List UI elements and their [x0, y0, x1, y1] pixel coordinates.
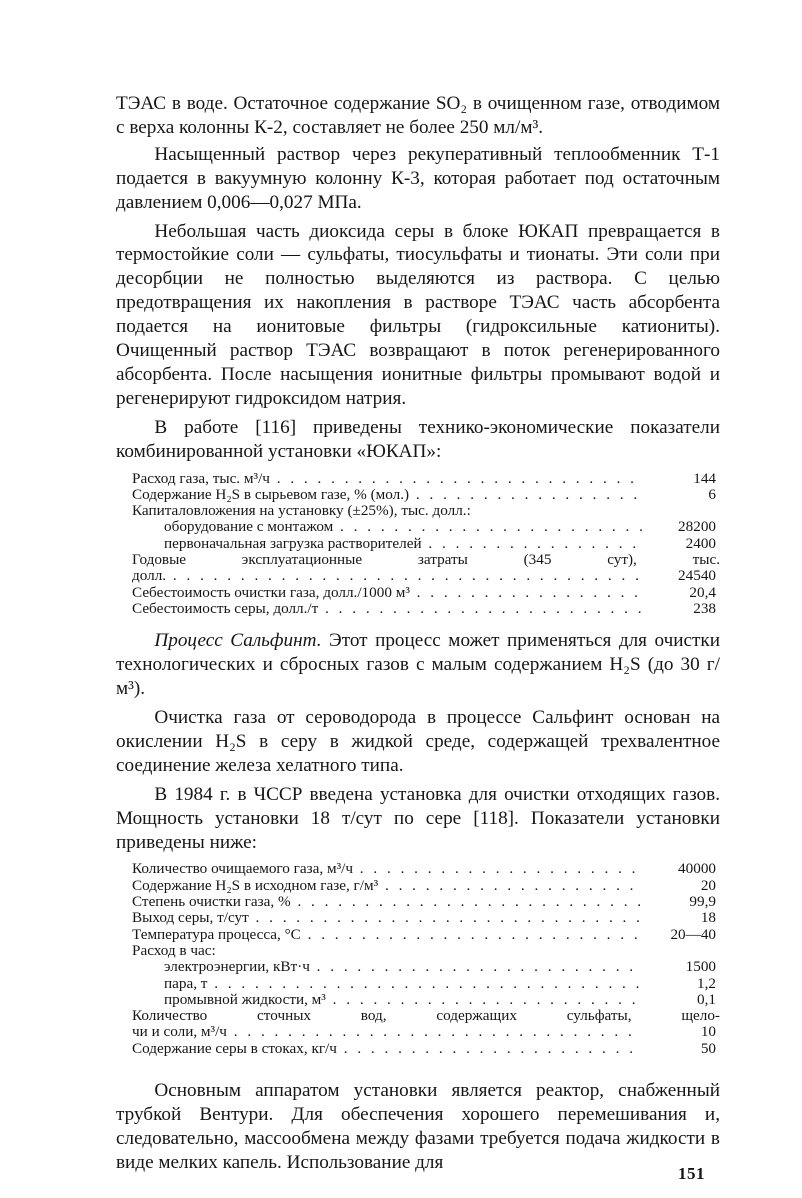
table-row [116, 894, 720, 910]
row-value: 2400 [685, 534, 716, 552]
row-label: Температура процесса, °С . . . [116, 927, 642, 943]
row-label: пара, т . . . [116, 976, 642, 992]
row-label: Себестоимость очистки газа, долл./1000 м³ . . . [116, 585, 642, 601]
row-value: 50 [700, 1039, 716, 1057]
table-row [116, 1041, 720, 1057]
paragraph-6: Очистка газа от сероводорода в процессе Сальфинт основан на окислении H₂S в серу в жидкой среде, содержащей трехвалентное соединение железа хелатного типа. [116, 706, 720, 776]
paragraph-3: Небольшая часть диоксида серы в блоке ЮКАП превращается в термостойкие соли — сульфаты, тиосульфаты и тионаты. Эти соли при десорбции не полностью выделяются из раствора. С целью предотвращения их накопления в растворе ТЭАС часть абсорбента подается на ионитовые фильтры (гидроксильные катиониты). Очищенный раствор ТЭАС возвращают в поток регенерированного абсорбента. После насыщения ионитные фильтры промывают водой и регенерируют гидроксидом натрия. [116, 220, 720, 409]
row-label: Расход в час: [132, 942, 216, 959]
table-row [116, 1024, 720, 1040]
page-body [116, 92, 720, 1180]
paragraph-7: В 1984 г. в ЧССР введена установка для очистки отходящих газов. Мощность установки 18 т/сут по сере [118]. Показатели установки приведены ниже: [116, 783, 720, 853]
row-value: 20,4 [689, 583, 716, 601]
row-value: 144 [693, 469, 716, 487]
row-value: 0,1 [697, 990, 716, 1008]
table-row [116, 503, 720, 519]
row-value: 28200 [678, 518, 716, 536]
paragraph-5-text: Этот процесс может применяться для очистки технологических и сбросных газов с малым содержанием H₂S (до 30 г/м³). [116, 630, 720, 700]
row-value: 6 [708, 485, 716, 503]
table-row [116, 959, 720, 975]
table-row [116, 471, 720, 487]
paragraph-1: ТЭАС в воде. Остаточное содержание SO₂ в очищенном газе, отводимом с верха колонны К-2, составляет не более 250 мл/м³. [116, 93, 720, 138]
table-row [116, 519, 720, 535]
row-label: Расход газа, тыс. м³/ч . . . [116, 471, 642, 487]
section-run-in-heading: Процесс Сальфинт. [154, 630, 322, 652]
row-label: электроэнергии, кВт·ч . . . [116, 959, 642, 975]
row-label: долл. . . . [116, 568, 642, 584]
row-value: 40000 [678, 860, 716, 878]
row-value: 1500 [685, 958, 716, 976]
table-row [116, 487, 720, 503]
table-row: Количество сточных вод, содержащих сульфаты, щело- [132, 1007, 720, 1025]
table-row [116, 927, 720, 943]
paragraph-2: Насыщенный раствор через рекуперативный теплообменник Т-1 подается в вакуумную колонну К-3, которая работает под остаточным давлением 0,006—0,027 МПа. [116, 143, 720, 213]
row-label: оборудование с монтажом . . . [116, 519, 642, 535]
page-number: 151 [678, 1164, 705, 1183]
row-value: 10 [700, 1023, 716, 1041]
paragraph-4: В работе [116] приведены технико-экономические показатели комбинированной установки «ЮКАП»: [116, 416, 720, 462]
table-row [116, 536, 720, 552]
row-label: Капиталовложения на установку (±25%), тыс. долл.: [132, 503, 471, 520]
row-label: чи и соли, м³/ч . . . [116, 1024, 642, 1040]
table-row [116, 976, 720, 992]
row-label: промывной жидкости, м³ . . . [116, 992, 642, 1008]
table-row [116, 601, 720, 617]
row-label: Содержание серы в стоках, кг/ч . . . [116, 1041, 642, 1057]
tech-economic-indicators-table [116, 471, 720, 618]
row-label: Содержание H₂S в исходном газе, г/м³ . . . [116, 878, 642, 894]
table-row [116, 568, 720, 584]
row-value: 24540 [678, 567, 716, 585]
row-label: Количество очищаемого газа, м³/ч . . . [116, 861, 642, 877]
table-row [116, 943, 720, 959]
row-label: Степень очистки газа, % . . . [116, 894, 642, 910]
table-row [116, 878, 720, 894]
row-value: 238 [693, 599, 716, 617]
paragraph-8: Основным аппаратом установки является реактор, снабженный трубкой Вентури. Для обеспечения хорошего перемешивания и, следовательно, массообмена между фазами требуется подача жидкости в виде мелких капель. Использование для [116, 1079, 720, 1173]
row-label: Выход серы, т/сут . . . [116, 910, 642, 926]
table-row: Годовые эксплуатационные затраты (345 сут), тыс. [132, 551, 720, 569]
row-label: Себестоимость серы, долл./т . . . [116, 601, 642, 617]
table-row [116, 910, 720, 926]
table-row [116, 992, 720, 1008]
row-label: Содержание H₂S в сырьевом газе, % (мол.) . . . [116, 487, 642, 503]
paragraph-5 [116, 629, 720, 701]
row-value: 18 [700, 909, 716, 927]
row-value: 20 [700, 876, 716, 894]
row-label: первоначальная загрузка растворителей . . . [116, 536, 642, 552]
row-value: 1,2 [697, 974, 716, 992]
row-value: 20—40 [670, 925, 716, 943]
table-row [116, 861, 720, 877]
installation-indicators-table [116, 861, 720, 1057]
table-row [116, 585, 720, 601]
row-value: 99,9 [689, 893, 716, 911]
